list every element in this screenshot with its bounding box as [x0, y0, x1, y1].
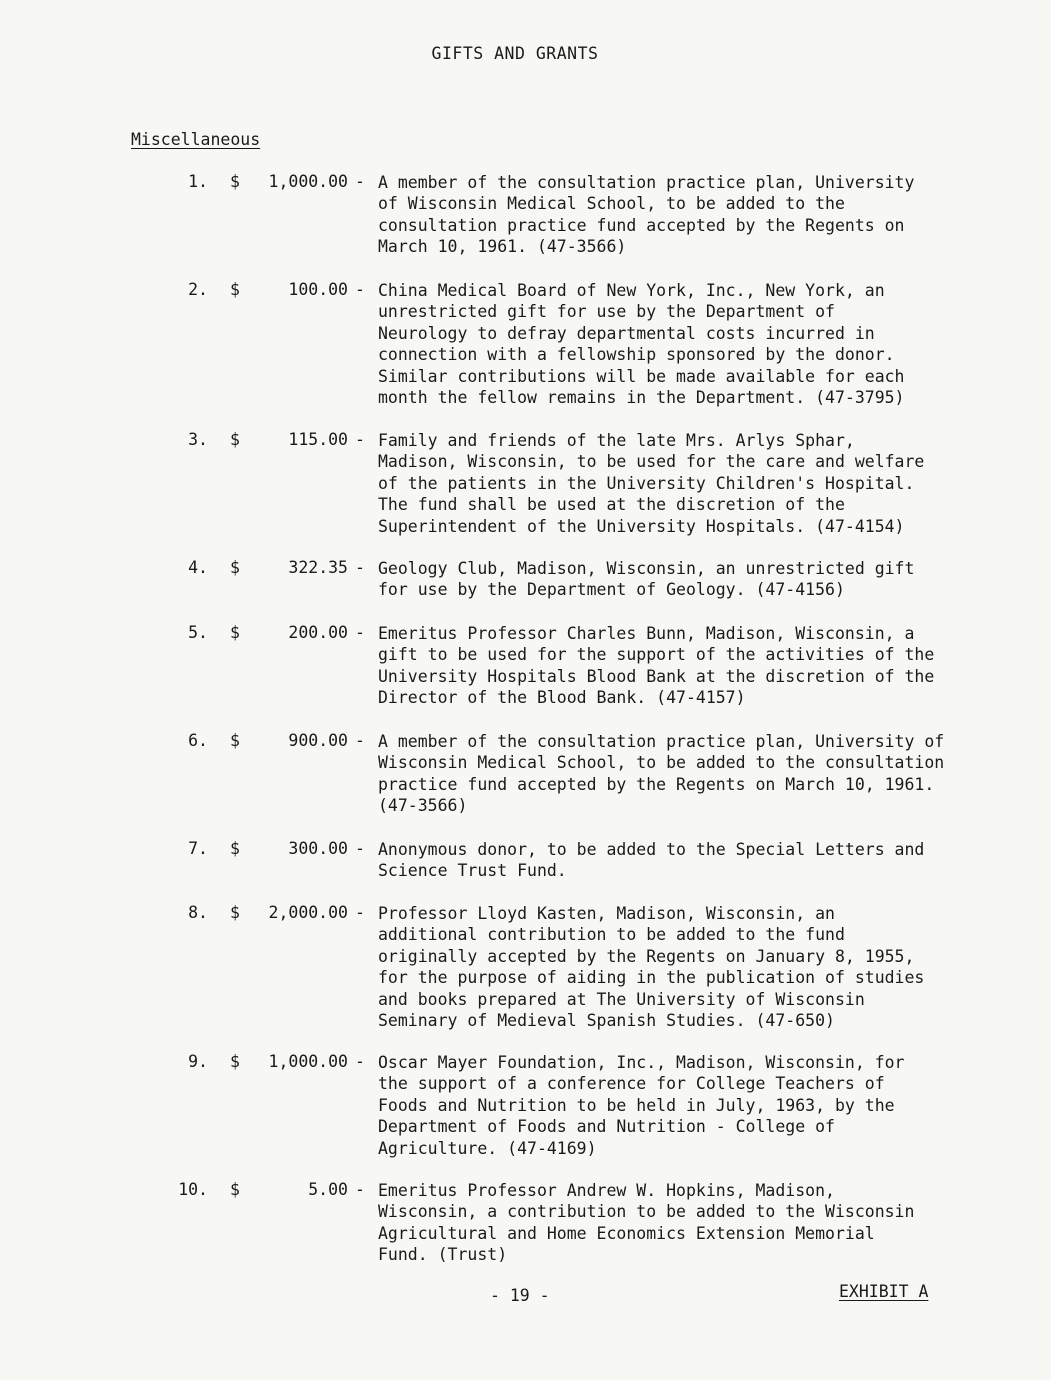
gift-amount: 200.00 [288, 623, 348, 642]
currency-symbol: $ [230, 731, 240, 750]
exhibit-label: EXHIBIT A [839, 1282, 929, 1301]
currency-symbol: $ [230, 280, 240, 299]
gift-description: Professor Lloyd Kasten, Madison, Wisconsin, an additional contribution to be added to the fund originally accepted by the Regents on January 8, 1955, for the purpose of aiding in the publication of studies and books prepared at The University of Wisconsin Seminary of Medieval Spanish Studies. (47-650) [378, 904, 925, 1031]
entry-number: 3. [188, 430, 208, 449]
currency-symbol: $ [230, 430, 240, 449]
page-number: - 19 - [490, 1286, 550, 1305]
gift-amount: 2,000.00 [268, 903, 348, 922]
entry-dash: - [355, 731, 365, 750]
gift-description: China Medical Board of New York, Inc., New York, an unrestricted gift for use by the Department of Neurology to defray departmental costs incurred in connection with a fellowship sponsored by the donor. Similar contributions will be made available for each month the fellow remains in the Department. (47-3795) [378, 281, 905, 408]
entry-number: 2. [188, 280, 208, 299]
entry-number: 7. [188, 839, 208, 858]
currency-symbol: $ [230, 1052, 240, 1071]
entry-dash: - [355, 558, 365, 577]
entry-dash: - [355, 1052, 365, 1071]
gift-amount: 1,000.00 [268, 1052, 348, 1071]
entry-number: 4. [188, 558, 208, 577]
gift-description: A member of the consultation practice plan, University of Wisconsin Medical School, to be added to the consultation practice fund accepted by the Regents on March 10, 1961. (47-3566) [378, 173, 915, 257]
gift-amount: 115.00 [288, 430, 348, 449]
entry-number: 8. [188, 903, 208, 922]
entry-dash: - [355, 839, 365, 858]
gift-amount: 100.00 [288, 280, 348, 299]
gift-amount: 900.00 [288, 731, 348, 750]
gift-description: A member of the consultation practice plan, University of Wisconsin Medical School, to be added to the consultation practice fund accepted by the Regents on March 10, 1961. (47-3566) [378, 732, 945, 816]
entry-number: 10. [178, 1180, 208, 1199]
gift-description: Family and friends of the late Mrs. Arlys Sphar, Madison, Wisconsin, to be used for the care and welfare of the patients in the University Children's Hospital. The fund shall be used at the discretion of the Superintendent of the University Hospitals. (47-4154) [378, 431, 925, 536]
entry-number: 9. [188, 1052, 208, 1071]
page-title: GIFTS AND GRANTS [431, 44, 599, 63]
gift-amount: 322.35 [288, 558, 348, 577]
currency-symbol: $ [230, 1180, 240, 1199]
entry-dash: - [355, 903, 365, 922]
gift-description: Geology Club, Madison, Wisconsin, an unrestricted gift for use by the Department of Geology. (47-4156) [378, 559, 915, 600]
entry-dash: - [355, 623, 365, 642]
entry-number: 6. [188, 731, 208, 750]
gift-description: Oscar Mayer Foundation, Inc., Madison, Wisconsin, for the support of a conference for College Teachers of Foods and Nutrition to be held in July, 1963, by the Department of Foods and Nutrition - College of Agriculture. (47-4169) [378, 1053, 905, 1158]
entry-dash: - [355, 172, 365, 191]
gift-amount: 1,000.00 [268, 172, 348, 191]
entry-dash: - [355, 280, 365, 299]
currency-symbol: $ [230, 558, 240, 577]
gift-description: Anonymous donor, to be added to the Special Letters and Science Trust Fund. [378, 840, 925, 881]
entry-number: 1. [188, 172, 208, 191]
entry-number: 5. [188, 623, 208, 642]
entry-dash: - [355, 430, 365, 449]
gift-description: Emeritus Professor Charles Bunn, Madison, Wisconsin, a gift to be used for the support of the activities of the University Hospitals Blood Bank at the discretion of the Director of the Blood Bank. (47-4157) [378, 624, 935, 708]
currency-symbol: $ [230, 172, 240, 191]
section-heading: Miscellaneous [131, 130, 261, 149]
currency-symbol: $ [230, 839, 240, 858]
gift-amount: 300.00 [288, 839, 348, 858]
currency-symbol: $ [230, 903, 240, 922]
entry-dash: - [355, 1180, 365, 1199]
gift-amount: 5.00 [308, 1180, 348, 1199]
gift-description: Emeritus Professor Andrew W. Hopkins, Madison, Wisconsin, a contribution to be added to the Wisconsin Agricultural and Home Economics Extension Memorial Fund. (Trust) [378, 1181, 915, 1265]
currency-symbol: $ [230, 623, 240, 642]
